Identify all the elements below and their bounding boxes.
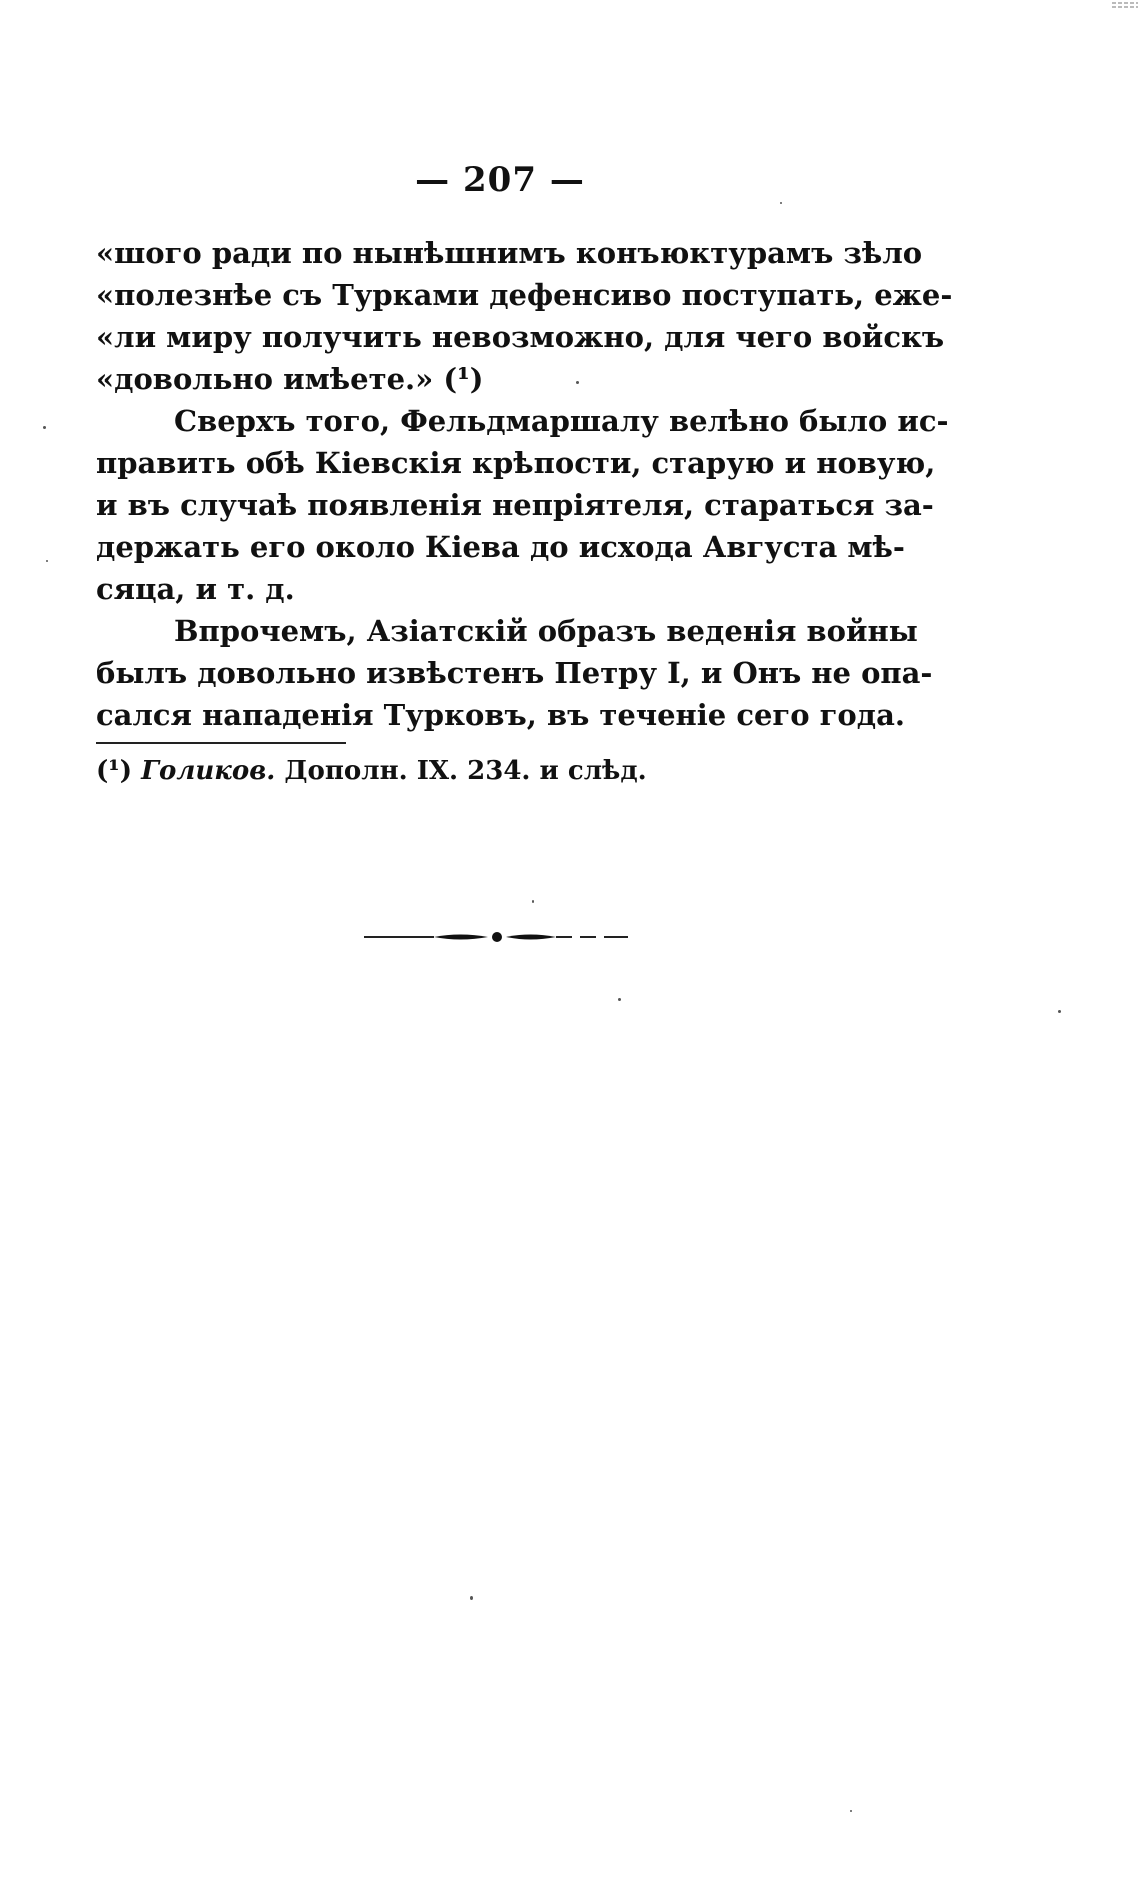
scan-speck [618,998,621,1001]
footnote [96,756,888,786]
scan-speck [532,900,534,903]
scan-speck [470,1596,473,1600]
scan-edge-mark-icon [1110,0,1140,10]
footnote-author: Голиков. [141,756,276,786]
scan-speck [43,426,46,429]
end-ornament-icon [360,925,632,949]
text-line: «шого ради по нынѣшнимъ конъюктурамъ зѣло [96,236,923,270]
text-line: сяца, и т. д. [96,572,295,606]
footnote-divider [96,742,346,744]
text-line: «ли миру получить невозможно, для чего войскъ [96,320,945,354]
footnote-reference: Дополн. IX. 234. и слѣд. [284,756,647,786]
paragraph-2 [96,400,949,610]
text-line: Сверхъ того, Фельдмаршалу велѣно было ис- [174,404,949,438]
body-text [96,232,953,736]
text-line: «довольно имѣете.» (¹) [96,362,484,396]
page-number: — 207 — [415,160,585,200]
paragraph-3 [96,610,933,736]
text-line: Впрочемъ, Азіатскій образъ веденія войны [174,614,918,648]
scan-speck [46,560,48,562]
text-line: править обѣ Кіевскія крѣпости, старую и новую, [96,446,936,480]
scan-speck [1058,1010,1061,1013]
footnote-marker: (¹) [96,756,132,786]
text-line: «полезнѣе съ Турками дефенсиво поступать, еже- [96,278,953,312]
text-line: держать его около Кіева до исхода Августа мѣ- [96,530,905,564]
scan-speck [576,381,579,384]
text-line: сался нападенія Турковъ, въ теченіе сего года. [96,698,905,732]
scan-speck [850,1810,852,1812]
text-line: и въ случаѣ появленія непріятеля, стараться за- [96,488,934,522]
text-line: былъ довольно извѣстенъ Петру I, и Онъ не опа- [96,656,933,690]
paragraph-1 [96,232,953,400]
scan-speck [780,202,782,204]
